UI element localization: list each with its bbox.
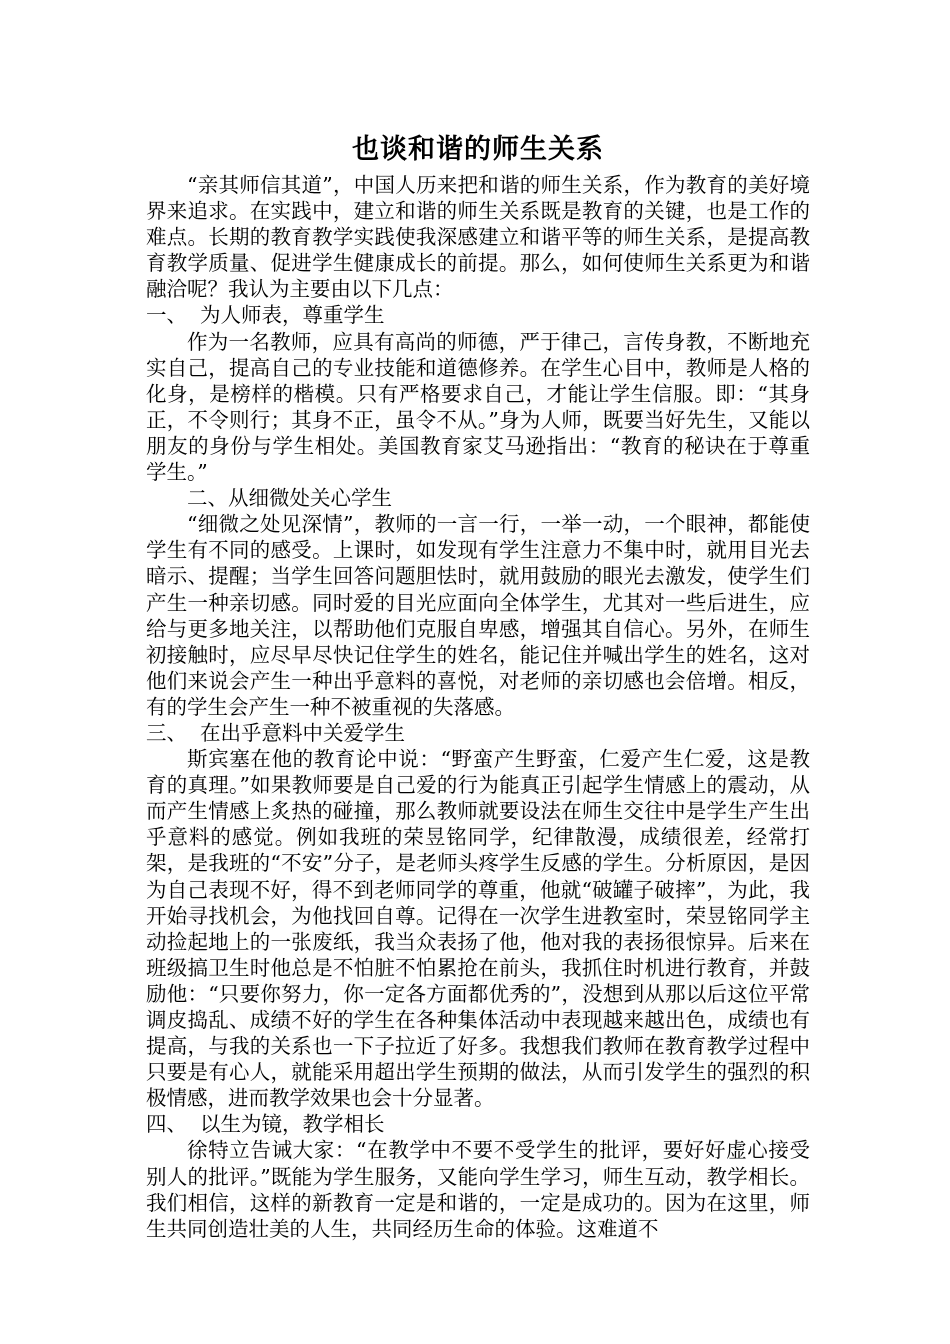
- section-body-2: “细微之处见深情”，教师的一言一行，一举一动，一个眼神，都能使学生有不同的感受。上课时，如发现有学生注意力不集中时，就用目光去暗示、提醒；当学生回答问题胆怯时，就用鼓励的眼光去激发，使学生们产生一种亲切感。同时爱的目光应面向全体学生，尤其对一些后进生，应给与更多地关注，以帮助他们克服自卑感，增强其自信心。另外，在师生初接触时，应尽早尽快记住学生的姓名，能记住并喊出学生的姓名，这对他们来说会产生一种出乎意料的喜悦，对老师的亲切感也会倍增。相反，有的学生会产生一种不被重视的失落感。: [146, 512, 810, 719]
- section-body-1: 作为一名教师，应具有高尚的师德，严于律己，言传身教，不断地充实自己，提高自己的专业技能和道德修养。在学生心目中，教师是人格的化身，是榜样的楷模。只有严格要求自己，才能让学生信服。即：“其身正，不令则行；其身不正，虽令不从。”身为人师，既要当好先生，又能以朋友的身份与学生相处。美国教育家艾马逊指出：“教育的秘诀在于尊重学生。”: [146, 329, 810, 485]
- section-heading-3: 三、 在出乎意料中关爱学生: [146, 720, 406, 745]
- section-heading-1: 一、 为人师表，尊重学生: [146, 303, 385, 328]
- section-body-4: 徐特立告诫大家：“在教学中不要不受学生的批评，要好好虚心接受别人的批评。”既能为学生服务，又能向学生学习，师生互动，教学相长。我们相信，这样的新教育一定是和谐的，一定是成功的。因为在这里，师生共同创造壮美的人生，共同经历生命的体验。这难道不: [146, 1138, 810, 1241]
- section-heading-4: 四、 以生为镜，教学相长: [146, 1112, 385, 1137]
- section-body-3: 斯宾塞在他的教育论中说：“野蛮产生野蛮，仁爱产生仁爱，这是教育的真理。”如果教师要是自己爱的行为能真正引起学生情感上的震动，从而产生情感上炙热的碰撞，那么教师就要设法在师生交往中是学生产生出乎意料的感觉。例如我班的荣昱铭同学，纪律散漫，成绩很差，经常打架，是我班的“不安”分子，是老师头疼学生反感的学生。分析原因，是因为自己表现不好，得不到老师同学的尊重，他就“破罐子破摔”，为此，我开始寻找机会，为他找回自尊。记得在一次学生进教室时，荣昱铭同学主动捡起地上的一张废纸，我当众表扬了他，他对我的表扬很惊异。后来在班级搞卫生时他总是不怕脏不怕累抢在前头，我抓住时机进行教育，并鼓励他：“只要你努力，你一定各方面都优秀的”，没想到从那以后这位平常调皮捣乱、成绩不好的学生在各种集体活动中表现越来越出色，成绩也有提高，与我的关系也一下子拉近了好多。我想我们教师在教育教学过程中只要是有心人，就能采用超出学生预期的做法，从而引发学生的强烈的积极情感，进而教学效果也会十分显著。: [146, 747, 810, 1111]
- intro-paragraph: “亲其师信其道”，中国人历来把和谐的师生关系，作为教育的美好境界来追求。在实践中，建立和谐的师生关系既是教育的关键，也是工作的难点。长期的教育教学实践使我深感建立和谐平等的师生关系，是提高教育教学质量、促进学生健康成长的前提。那么，如何使师生关系更为和谐融洽呢？我认为主要由以下几点：: [146, 173, 810, 302]
- document-title: 也谈和谐的师生关系: [352, 134, 604, 165]
- document-body: [146, 172, 810, 1242]
- section-heading-2: 二、从细微处关心学生: [187, 486, 392, 511]
- document-page: [146, 128, 810, 1242]
